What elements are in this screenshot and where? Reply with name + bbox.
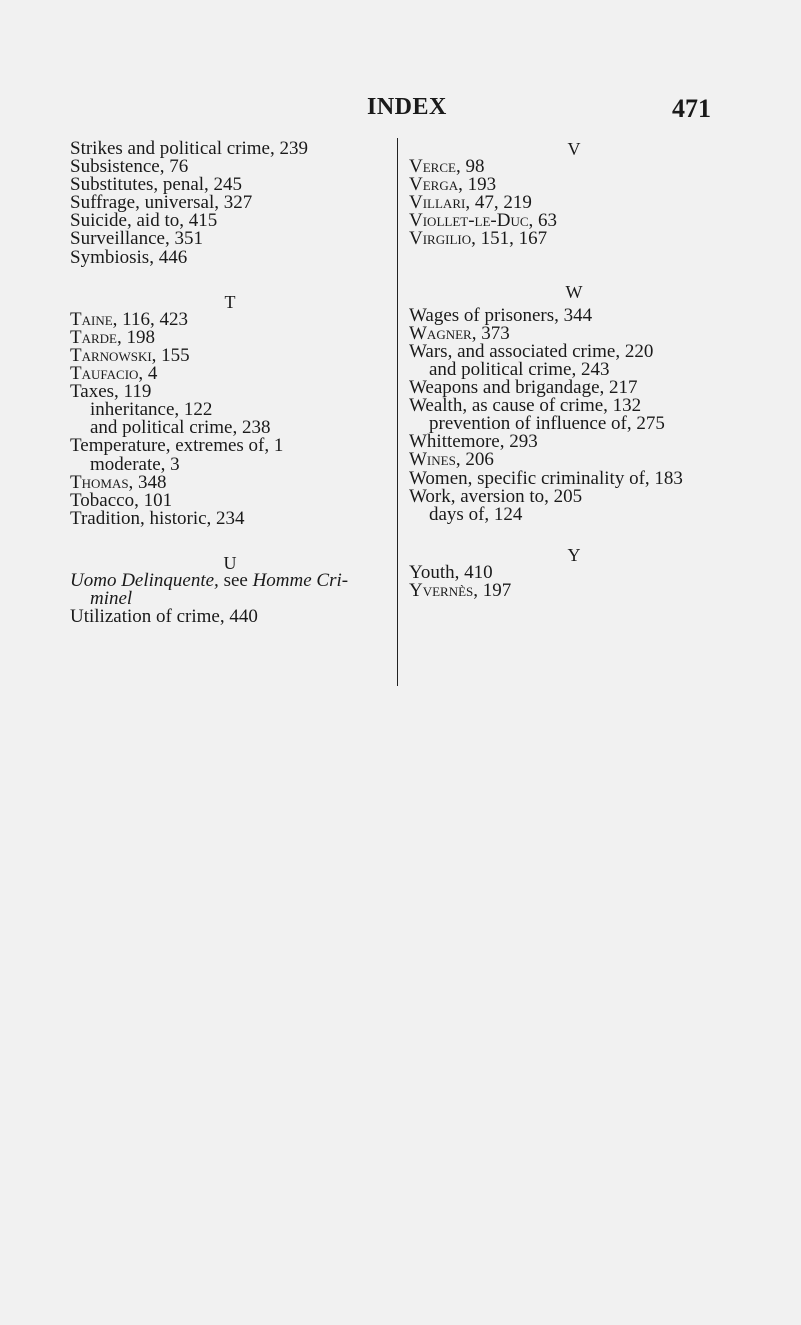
index-entry: Tarde, 198	[70, 326, 155, 348]
index-entry: Suffrage, universal, 327	[70, 192, 253, 214]
index-entry: Tradition, historic, 234	[70, 507, 245, 529]
page-number: 471	[672, 94, 711, 123]
index-entry: Verga, 193	[409, 174, 497, 196]
index-entry: Strikes and political crime, 239	[70, 138, 308, 159]
index-entry: Whittemore, 293	[409, 431, 538, 453]
index-entry: Suicide, aid to, 415	[70, 210, 218, 232]
entry-reference: Homme Cri-	[252, 569, 349, 591]
index-entry: Thomas, 348	[70, 471, 167, 493]
index-entry: Temperature, extremes of, 1	[70, 435, 284, 457]
index-entry: Villari, 47, 219	[409, 192, 532, 214]
column-divider	[397, 138, 398, 686]
index-entry: Virgilio, 151, 167	[409, 228, 548, 250]
index-entry: Symbiosis, 446	[70, 246, 188, 268]
index-entry: Wagner, 373	[409, 322, 510, 344]
index-entry: Tarnowski, 155	[70, 344, 190, 366]
index-entry: Taine, 116, 423	[70, 308, 188, 330]
index-entry: Youth, 410	[409, 561, 493, 583]
entry-title: Uomo Delinquente,	[70, 569, 219, 591]
index-entry: Wars, and associated crime, 220	[409, 340, 654, 362]
section-letter-y: Y	[567, 544, 581, 565]
index-subentry: and political crime, 243	[429, 358, 610, 380]
index-entry: Yvernès, 197	[409, 579, 512, 601]
index-entry: Wages of prisoners, 344	[409, 304, 593, 326]
index-entry: Weapons and brigandage, 217	[409, 377, 638, 399]
index-entry: Tobacco, 101	[70, 489, 173, 511]
section-letter-w: W	[565, 281, 583, 302]
left-column	[70, 140, 390, 626]
index-entry: Verce, 98	[409, 156, 485, 178]
page-header	[0, 94, 801, 124]
section-letter-t: T	[224, 291, 236, 312]
index-entry: Wines, 206	[409, 449, 494, 471]
index-subentry: inheritance, 122	[90, 399, 213, 421]
index-subentry: and political crime, 238	[90, 417, 271, 439]
index-entry: Utilization of crime, 440	[70, 606, 258, 628]
index-entry: Women, specific criminality of, 183	[409, 467, 683, 489]
index-entry: Taufacio, 4	[70, 363, 158, 385]
index-entry: Substitutes, penal, 245	[70, 174, 243, 196]
index-subentry: prevention of influence of, 275	[429, 413, 665, 435]
index-entry: Surveillance, 351	[70, 228, 203, 250]
index-entry: Work, aversion to, 205	[409, 485, 583, 507]
index-entry: Viollet-le-Duc, 63	[409, 210, 558, 232]
index-entry-continuation: minel	[90, 588, 133, 610]
section-letter-u: U	[223, 552, 237, 573]
section-letter-v: V	[567, 139, 581, 159]
index-entry: Taxes, 119	[70, 381, 152, 403]
page-title: INDEX	[367, 94, 447, 120]
index-subentry: moderate, 3	[90, 453, 180, 475]
see-text: see	[218, 569, 253, 591]
right-column	[409, 140, 739, 600]
index-entry: Wealth, as cause of crime, 132	[409, 395, 642, 417]
index-subentry: days of, 124	[429, 503, 523, 525]
index-entry: Subsistence, 76	[70, 156, 189, 178]
